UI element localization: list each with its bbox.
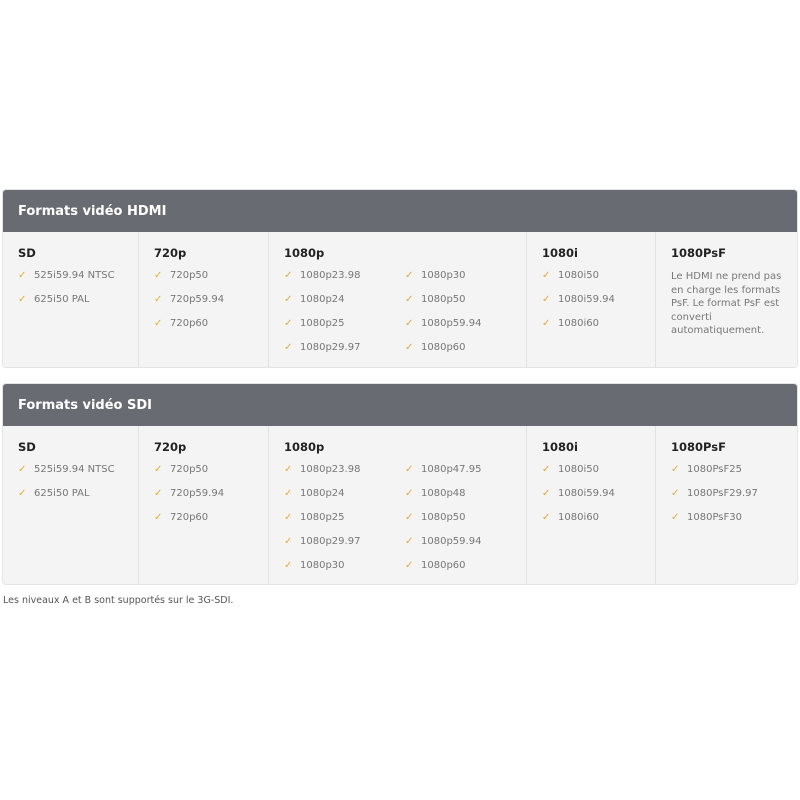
format-label: 1080p25 [300, 318, 345, 329]
column-sd [3, 426, 139, 584]
format-item [542, 464, 655, 488]
format-label: 1080i59.94 [558, 488, 615, 499]
column-heading: 720p [154, 246, 187, 260]
column-p1080 [269, 232, 527, 367]
format-label: 720p59.94 [170, 488, 225, 499]
checkmark-icon: ✓ [18, 488, 27, 499]
checkmark-icon: ✓ [284, 294, 293, 305]
column-i1080 [527, 232, 656, 367]
checkmark-icon: ✓ [542, 512, 551, 523]
format-item [405, 512, 526, 536]
format-item [405, 488, 526, 512]
table-body [3, 426, 797, 584]
checkmark-icon: ✓ [154, 512, 163, 523]
checkmark-icon: ✓ [542, 488, 551, 499]
format-item [405, 270, 526, 294]
checkmark-icon: ✓ [671, 464, 680, 475]
format-item [405, 318, 526, 342]
format-label: 1080PsF25 [687, 464, 742, 475]
format-item [405, 536, 526, 560]
format-item [542, 270, 655, 294]
format-item [284, 318, 405, 342]
format-label: 1080p47.95 [421, 464, 482, 475]
format-item [154, 318, 268, 342]
column-p720 [139, 426, 269, 584]
format-label: 1080p60 [421, 560, 466, 571]
column-heading: 1080p [284, 246, 325, 260]
checkmark-icon: ✓ [405, 536, 414, 547]
format-item [18, 294, 138, 318]
column-heading: 1080p [284, 440, 325, 454]
format-label: 1080p30 [300, 560, 345, 571]
format-item [284, 270, 405, 294]
checkmark-icon: ✓ [405, 294, 414, 305]
checkmark-icon: ✓ [405, 342, 414, 353]
column-psf [656, 426, 797, 584]
checkmark-icon: ✓ [18, 294, 27, 305]
format-item [284, 512, 405, 536]
format-label: 1080p50 [421, 512, 466, 523]
format-label: 720p50 [170, 270, 209, 281]
format-label: 720p60 [170, 512, 209, 523]
format-item [18, 464, 138, 488]
format-label: 1080p24 [300, 294, 345, 305]
checkmark-icon: ✓ [284, 318, 293, 329]
format-label: 525i59.94 NTSC [34, 270, 115, 281]
checkmark-icon: ✓ [405, 512, 414, 523]
column-i1080 [527, 426, 656, 584]
checkmark-icon: ✓ [284, 342, 293, 353]
format-item [284, 294, 405, 318]
checkmark-icon: ✓ [542, 464, 551, 475]
column-heading: 1080i [542, 440, 578, 454]
format-label: 1080p23.98 [300, 270, 361, 281]
checkmark-icon: ✓ [284, 560, 293, 571]
format-item [284, 560, 405, 584]
checkmark-icon: ✓ [154, 488, 163, 499]
format-label: 1080p59.94 [421, 318, 482, 329]
checkmark-icon: ✓ [154, 318, 163, 329]
format-item [284, 464, 405, 488]
format-item [671, 512, 797, 536]
format-item [284, 342, 405, 366]
checkmark-icon: ✓ [154, 270, 163, 281]
format-item [154, 294, 268, 318]
column-heading: 1080PsF [671, 246, 726, 260]
format-item [671, 488, 797, 512]
checkmark-icon: ✓ [405, 270, 414, 281]
column-heading: SD [18, 246, 36, 260]
format-item [542, 488, 655, 512]
format-label: 1080i50 [558, 464, 599, 475]
format-label: 1080p50 [421, 294, 466, 305]
checkmark-icon: ✓ [154, 464, 163, 475]
format-item [284, 488, 405, 512]
format-item [542, 318, 655, 342]
table-header: Formats vidéo HDMI [3, 190, 797, 232]
format-label: 625i50 PAL [34, 294, 90, 305]
format-label: 720p59.94 [170, 294, 225, 305]
checkmark-icon: ✓ [542, 294, 551, 305]
table-header: Formats vidéo SDI [3, 384, 797, 426]
hdmi-formats-table [3, 190, 797, 367]
format-label: 720p60 [170, 318, 209, 329]
format-label: 1080i60 [558, 512, 599, 523]
format-label: 1080p60 [421, 342, 466, 353]
format-label: 1080p48 [421, 488, 466, 499]
format-item [542, 512, 655, 536]
format-item [154, 270, 268, 294]
checkmark-icon: ✓ [542, 270, 551, 281]
format-label: 625i50 PAL [34, 488, 90, 499]
format-label: 1080p59.94 [421, 536, 482, 547]
format-item [405, 294, 526, 318]
format-item [671, 464, 797, 488]
column-sd [3, 232, 139, 367]
format-item [405, 560, 526, 584]
checkmark-icon: ✓ [671, 488, 680, 499]
checkmark-icon: ✓ [284, 270, 293, 281]
column-heading: 1080PsF [671, 440, 726, 454]
format-item [284, 536, 405, 560]
psf-note: Le HDMI ne prend pas en charge les formats PsF. Le format PsF est converti automatiquement. [671, 271, 782, 336]
format-item [542, 294, 655, 318]
format-label: 1080p23.98 [300, 464, 361, 475]
format-label: 1080i60 [558, 318, 599, 329]
column-heading: 1080i [542, 246, 578, 260]
checkmark-icon: ✓ [284, 488, 293, 499]
format-label: 1080PsF30 [687, 512, 742, 523]
checkmark-icon: ✓ [405, 464, 414, 475]
format-item [154, 464, 268, 488]
format-item [18, 488, 138, 512]
format-label: 720p50 [170, 464, 209, 475]
column-heading: SD [18, 440, 36, 454]
format-label: 1080p24 [300, 488, 345, 499]
column-p1080 [269, 426, 527, 584]
checkmark-icon: ✓ [284, 464, 293, 475]
checkmark-icon: ✓ [405, 488, 414, 499]
format-label: 1080p29.97 [300, 536, 361, 547]
column-heading: 720p [154, 440, 187, 454]
format-item [405, 342, 526, 366]
format-item [18, 270, 138, 294]
checkmark-icon: ✓ [405, 560, 414, 571]
checkmark-icon: ✓ [18, 464, 27, 475]
column-p720 [139, 232, 269, 367]
format-label: 1080p30 [421, 270, 466, 281]
format-label: 1080i50 [558, 270, 599, 281]
format-item [154, 512, 268, 536]
checkmark-icon: ✓ [405, 318, 414, 329]
format-label: 1080p29.97 [300, 342, 361, 353]
format-label: 1080i59.94 [558, 294, 615, 305]
format-label: 525i59.94 NTSC [34, 464, 115, 475]
checkmark-icon: ✓ [671, 512, 680, 523]
sdi-formats-table [3, 384, 797, 584]
format-label: 1080p25 [300, 512, 345, 523]
checkmark-icon: ✓ [284, 536, 293, 547]
footnote: Les niveaux A et B sont supportés sur le 3G-SDI. [3, 595, 234, 606]
format-item [405, 464, 526, 488]
checkmark-icon: ✓ [154, 294, 163, 305]
column-psf [656, 232, 797, 367]
format-label: 1080PsF29.97 [687, 488, 758, 499]
table-body [3, 232, 797, 367]
checkmark-icon: ✓ [542, 318, 551, 329]
checkmark-icon: ✓ [284, 512, 293, 523]
checkmark-icon: ✓ [18, 270, 27, 281]
format-item [154, 488, 268, 512]
